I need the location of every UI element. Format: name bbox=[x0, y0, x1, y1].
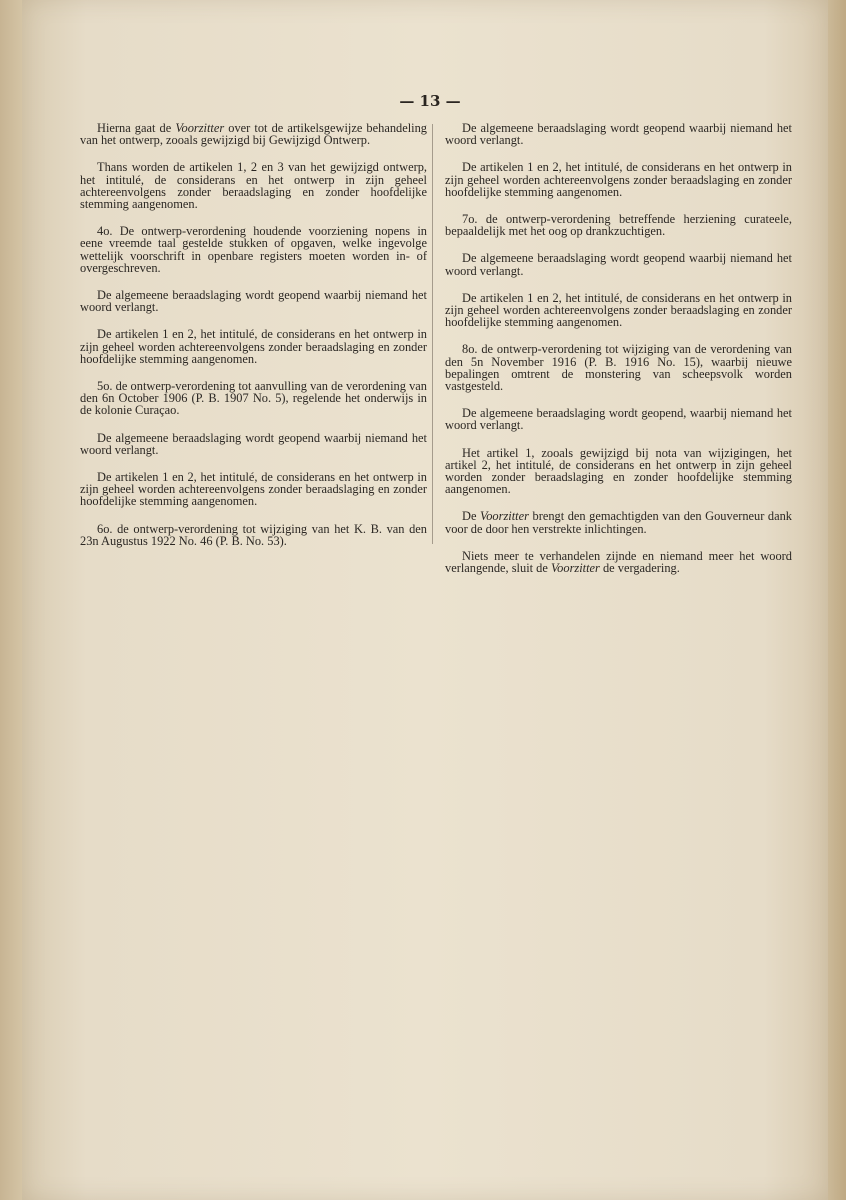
paragraph: Niets meer te verhandelen zijnde en niemand meer het woord verlangende, sluit de Voorzitter de vergadering. bbox=[445, 548, 792, 576]
paragraph: 8o. de ontwerp-verordening tot wijziging van de verordening van den 5n November 1916 (P. B. 1916 No. 15), waarbij nieuwe bepalingen omtrent de monstering van scheepsvolk worden vastgesteld. bbox=[445, 342, 792, 394]
paragraph: De artikelen 1 en 2, het intitulé, de considerans en het ontwerp in zijn geheel worden achtereenvolgens zonder beraadslaging en zonder hoofdelijke stemming aangenomen. bbox=[445, 290, 792, 330]
paragraph: De algemeene beraadslaging wordt geopend waarbij niemand het woord verlangt. bbox=[445, 121, 792, 148]
voorzitter-emphasis: Voorzitter bbox=[550, 561, 600, 576]
page-edge bbox=[828, 0, 846, 1200]
paragraph: De algemeene beraadslaging wordt geopend, waarbij niemand het woord verlangt. bbox=[445, 406, 792, 433]
binding-edge bbox=[0, 0, 22, 1200]
paragraph: 4o. De ontwerp-verordening houdende voorziening nopens in eene vreemde taal gestelde stukken of opgaven, welke ingevolge wettelijk voorschrift in openbare registers moeten worden in- of overgeschreven. bbox=[80, 224, 427, 275]
paragraph: 5o. de ontwerp-verordening tot aanvulling van de verordening van den 6n October 1906 (P. B. 1907 No. 5), regelende het onderwijs in de kolonie Curaçao. bbox=[80, 379, 427, 418]
right-column bbox=[445, 122, 792, 589]
page-number: — 13 — bbox=[399, 92, 461, 110]
paragraph: 7o. de ontwerp-verordening betreffende herziening curateele, bepaaldelijk met het oog op drankzuchtigen. bbox=[445, 212, 792, 239]
paragraph: De algemeene beraadslaging wordt geopend waarbij niemand het woord verlangt. bbox=[80, 288, 427, 315]
voorzitter-emphasis: Voorzitter bbox=[480, 509, 529, 524]
paragraph: De artikelen 1 en 2, het intitulé, de considerans en het ontwerp in zijn geheel worden achtereenvolgens zonder beraadslaging en zonder hoofdelijke stemming aangenomen. bbox=[80, 327, 427, 366]
paragraph: De algemeene beraadslaging wordt geopend waarbij niemand het woord verlangt. bbox=[80, 430, 427, 457]
paragraph: De Voorzitter brengt den gemachtigden van den Gouverneur dank voor de door hen verstrekte inlichtingen. bbox=[445, 509, 792, 536]
left-column bbox=[80, 122, 427, 562]
voorzitter-emphasis: Voorzitter bbox=[175, 121, 225, 135]
paragraph: 6o. de ontwerp-verordening tot wijziging van het K. B. van den 23n Augustus 1922 No. 46 (P. B. No. 53). bbox=[80, 521, 427, 548]
paragraph: Thans worden de artikelen 1, 2 en 3 van het gewijzigd ontwerp, het intitulé, de considerans en het ontwerp in zijn geheel achtereenvolgens zonder beraadslaging en zonder hoofdelijke stemming aangenomen. bbox=[80, 160, 427, 212]
paragraph: De artikelen 1 en 2, het intitulé, de considerans en het ontwerp in zijn geheel worden achtereenvolgens zonder beraadslaging en zonder hoofdelijke stemming aangenomen. bbox=[80, 470, 427, 509]
paragraph: De algemeene beraadslaging wordt geopend waarbij niemand het woord verlangt. bbox=[445, 251, 792, 278]
column-divider bbox=[432, 124, 433, 544]
paragraph: Hierna gaat de Voorzitter over tot de artikelsgewijze behandeling van het ontwerp, zooals gewijzigd bij Gewijzigd Ontwerp. bbox=[80, 121, 427, 148]
paragraph: Het artikel 1, zooals gewijzigd bij nota van wijzigingen, het artikel 2, het intitulé, de considerans en het ontwerp in zijn geheel worden zonder beraadslaging en zonder hoofdelijke stemming aangenomen. bbox=[445, 445, 792, 497]
paragraph: De artikelen 1 en 2, het intitulé, de considerans en het ontwerp in zijn geheel worden achtereenvolgens zonder beraadslaging en zonder hoofdelijke stemming aangenomen. bbox=[445, 160, 792, 199]
